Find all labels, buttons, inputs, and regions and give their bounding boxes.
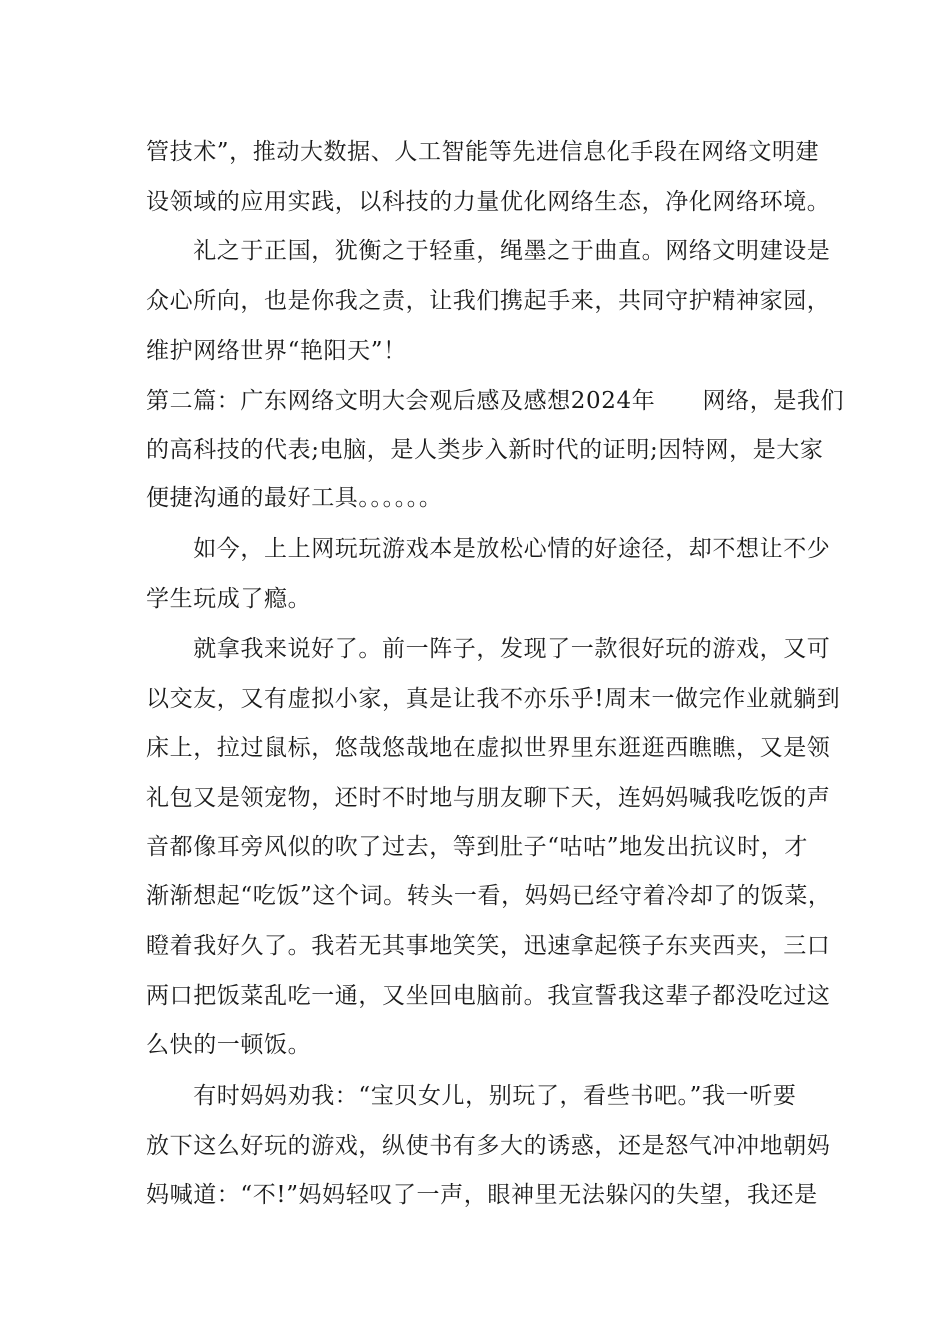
text-line: 的高科技的代表;电脑，是人类步入新时代的证明;因特网，是大家 xyxy=(146,437,824,463)
text-line: 床上，拉过鼠标，悠哉悠哉地在虚拟世界里东逛逛西瞧瞧，又是领 xyxy=(146,735,831,761)
text-line: 第二篇：广东网络文明大会观后感及感想2024年 网络，是我们 xyxy=(146,388,845,414)
text-line: 便捷沟通的最好工具。。。。。。 xyxy=(146,485,443,511)
text-line: 音都像耳旁风似的吹了过去，等到肚子“咕咕”地发出抗议时，才 xyxy=(146,834,808,860)
text-line: 管技术”，推动大数据、人工智能等先进信息化手段在网络文明建 xyxy=(146,139,820,165)
text-line: 设领域的应用实践，以科技的力量优化网络生态，净化网络环境。 xyxy=(146,189,831,215)
text-line: 众心所向，也是你我之责，让我们携起手来，共同守护精神家园， xyxy=(146,288,831,314)
text-line: 么快的一顿饭。 xyxy=(146,1032,312,1058)
text-line: 如今，上上网玩玩游戏本是放松心情的好途径，却不想让不少 xyxy=(146,536,831,562)
text-line: 两口把饭菜乱吃一通，又坐回电脑前。我宣誓我这辈子都没吃过这 xyxy=(146,983,831,1009)
text-line: 学生玩成了瘾。 xyxy=(146,586,312,612)
text-line: 礼之于正国，犹衡之于轻重，绳墨之于曲直。网络文明建设是 xyxy=(146,238,831,264)
text-line: 渐渐想起“吃饭”这个词。转头一看，妈妈已经守着冷却了的饭菜， xyxy=(146,883,832,909)
text-line: 妈喊道：“不!”妈妈轻叹了一声，眼神里无法躲闪的失望，我还是 xyxy=(146,1182,818,1208)
text-line: 礼包又是领宠物，还时不时地与朋友聊下天，连妈妈喊我吃饭的声 xyxy=(146,785,831,811)
text-line: 以交友，又有虚拟小家，真是让我不亦乐乎!周末一做完作业就躺到 xyxy=(146,686,841,712)
text-line: 瞪着我好久了。我若无其事地笑笑，迅速拿起筷子东夹西夹，三口 xyxy=(146,933,831,959)
text-line: 就拿我来说好了。前一阵子，发现了一款很好玩的游戏，又可 xyxy=(146,636,831,662)
text-line: 维护网络世界“艳阳天”！ xyxy=(146,338,407,364)
text-line: 放下这么好玩的游戏，纵使书有多大的诱惑，还是怒气冲冲地朝妈 xyxy=(146,1133,831,1159)
text-line: 有时妈妈劝我：“宝贝女儿，别玩了，看些书吧。”我一听要 xyxy=(146,1083,797,1109)
